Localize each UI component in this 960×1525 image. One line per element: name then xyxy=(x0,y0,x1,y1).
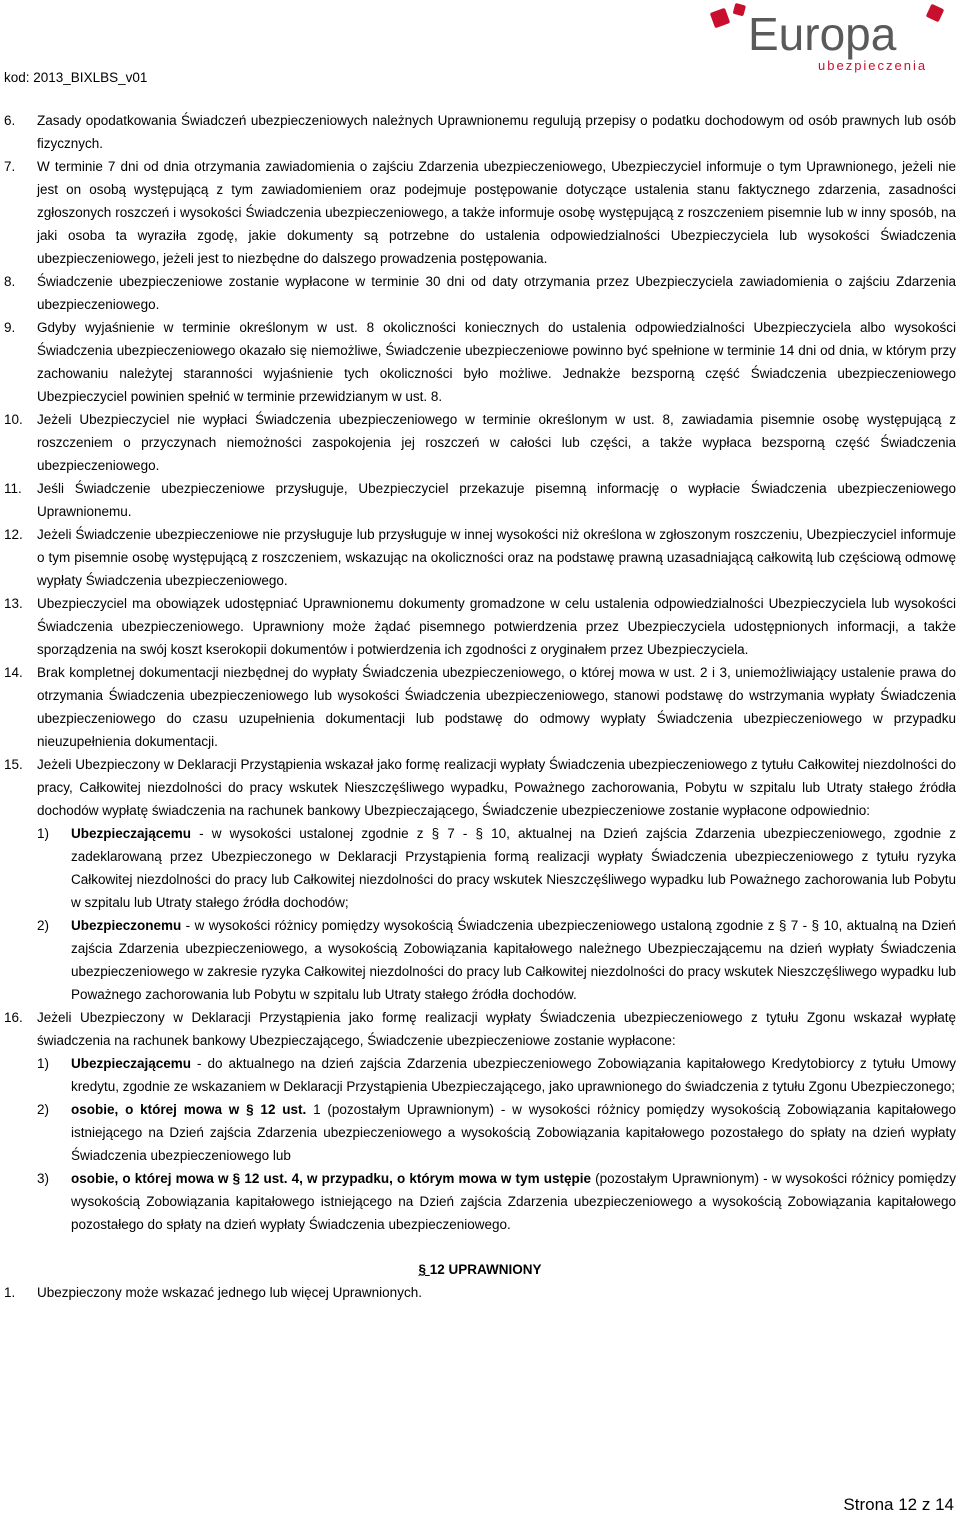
sub-item: 2) Ubezpieczonemu - w wysokości różnicy pomiędzy wysokością Świadczenia ubezpieczeniowego ustaloną zgodnie z § 7 - § 10, aktualną na Dzień zajścia Zdarzenia ubezpieczeniowego, a wysokością Zobowiązania kapitałowego należnego Ubezpieczającemu na dzień wypłaty Świadczenia ubezpieczeniowego w zakresie ryzyka Całkowitej niezdolności do pracy lub Całkowitej niezdolności do pracy wskutek Nieszczęśliwego wypadku lub Poważnego zachorowania lub Pobytu w szpitalu lub Utraty stałego źródła dochodów. xyxy=(37,918,956,1002)
list-item-16: 16. Jeżeli Ubezpieczony w Deklaracji Przystąpienia jako formę realizacji wypłaty Świadczenia ubezpieczeniowego z tytułu Zgonu wskazał wypłatę świadczenia na rachunek bankowy Ubezpieczającego, Świadczenie ubezpieczeniowe zostanie wypłacone: xyxy=(4,1010,956,1048)
sub-item: 3) osobie, o której mowa w § 12 ust. 4, w przypadku, o którym mowa w tym ustępie (pozostałym Uprawnionym) - w wysokości różnicy pomiędzy wysokością Zobowiązania kapitałowego istniejącego na Dzień zajścia Zdarzenia ubezpieczeniowego a wysokością Zobowiązania kapitałowego pozostałego do spłaty na dzień wypłaty Świadczenia ubezpieczeniowego. xyxy=(37,1171,956,1232)
list-item: 13. Ubezpieczyciel ma obowiązek udostępniać Uprawnionemu dokumenty gromadzone w celu ustalenia odpowiedzialności Ubezpieczyciela lub wysokości Świadczenia ubezpieczeniowego. Uprawniony może żądać pisemnego potwierdzenia przez Ubezpieczyciela udostępnionych informacji, a także sporządzenia na swój koszt kserokopii dokumentów i potwierdzenia ich zgodności z oryginałem przez Ubezpieczyciela. xyxy=(4,596,956,657)
document-code: kod: 2013_BIXLBS_v01 xyxy=(4,70,148,85)
document-body xyxy=(4,109,956,1304)
list-item: 12. Jeżeli Świadczenie ubezpieczeniowe nie przysługuje lub przysługuje w innej wysokości niż określona w zgłoszonym roszczeniu, Ubezpieczyciel informuje o tym pisemnie osobę występującą z roszczeniem, wskazując na okoliczności oraz na podstawę prawną uzasadniającą całkowitą lub częściową odmowę wypłaty Świadczenia ubezpieczeniowego. xyxy=(4,527,956,588)
recipient-label: Ubezpieczającemu xyxy=(71,826,192,841)
logo-wordmark: Europa xyxy=(748,8,897,60)
sub-item: 1) Ubezpieczającemu - w wysokości ustalonej zgodnie z § 7 - § 10, aktualnej na Dzień zajścia Zdarzenia ubezpieczeniowego, zgodnie z zadeklarowaną przez Ubezpieczonego w Deklaracji Przystąpienia formą realizacji wypłaty Świadczenia ubezpieczeniowego z tytułu ryzyka Całkowitej niezdolności do pracy lub Całkowitej niezdolności do pracy wskutek Nieszczęśliwego wypadku lub Poważnego zachorowania lub Pobytu w szpitalu lub Utraty stałego źródła dochodów; xyxy=(37,826,956,910)
list-item-15: 15. Jeżeli Ubezpieczony w Deklaracji Przystąpienia wskazał jako formę realizacji wypłaty Świadczenia ubezpieczeniowego z tytułu Całkowitej niezdolności do pracy, Całkowitej niezdolności do pracy wskutek Nieszczęśliwego wypadku, Poważnego zachorowania, Pobytu w szpitalu lub Utraty stałego źródła dochodów wypłatę świadczenia na rachunek bankowy Ubezpieczającego, Świadczenie ubezpieczeniowe zostanie wypłacone odpowiednio: xyxy=(4,757,956,818)
list-item: 9. Gdyby wyjaśnienie w terminie określonym w ust. 8 okoliczności koniecznych do ustalenia odpowiedzialności Ubezpieczyciela albo wysokości Świadczenia ubezpieczeniowego okazało się niemożliwe, Świadczenie ubezpieczeniowe powinno być spełnione w terminie 14 dni od dnia, w którym przy zachowaniu należytej staranności wyjaśnienie tych okoliczności było możliwe. Jednakże bezsporną część Świadczenia ubezpieczeniowego Ubezpieczyciel powinien spełnić w terminie przewidzianym w ust. 8. xyxy=(4,320,956,404)
logo-subtext: ubezpieczenia xyxy=(818,58,928,73)
section-heading: § 12 UPRAWNIONY xyxy=(418,1262,542,1277)
list-item: 1. Ubezpieczony może wskazać jednego lub więcej Uprawnionych. xyxy=(4,1285,422,1300)
recipient-label: Ubezpieczającemu xyxy=(71,1056,192,1071)
recipient-label: Ubezpieczonemu xyxy=(71,918,182,933)
europa-logo xyxy=(700,2,958,80)
list-item: 10. Jeżeli Ubezpieczyciel nie wypłaci Świadczenia ubezpieczeniowego w terminie określonym w ust. 8, zawiadamia pisemnie osobę występującą z roszczeniem o przyczynach niemożności zaspokojenia jej roszczeń w całości lub części, a także wypłaca bezsporną część Świadczenia ubezpieczeniowego. xyxy=(4,412,956,473)
list-item: 14. Brak kompletnej dokumentacji niezbędnej do wypłaty Świadczenia ubezpieczeniowego, o której mowa w ust. 2 i 3, uniemożliwiający ustalenie prawa do otrzymania Świadczenia ubezpieczeniowego lub wysokości Świadczenia ubezpieczeniowego, stanowi podstawę do wstrzymania wypłaty Świadczenia ubezpieczeniowego do czasu uzupełnienia dokumentacji lub podstawę do odmowy wypłaty Świadczenia ubezpieczeniowego w przypadku nieuzupełnienia dokumentacji. xyxy=(4,665,956,749)
list-item: 11. Jeśli Świadczenie ubezpieczeniowe przysługuje, Ubezpieczyciel przekazuje pisemną informację o wypłacie Świadczenia ubezpieczeniowego Uprawnionemu. xyxy=(4,481,956,519)
list-item: 6. Zasady opodatkowania Świadczeń ubezpieczeniowych należnych Uprawnionemu regulują przepisy o podatku dochodowym od osób prawnych lub osób fizycznych. xyxy=(4,113,956,151)
list-item: 7. W terminie 7 dni od dnia otrzymania zawiadomienia o zajściu Zdarzenia ubezpieczeniowego, Ubezpieczyciel informuje o tym Uprawnionego, jeżeli nie jest on osobą występującą z tym zawiadomieniem oraz podejmuje postępowanie dotyczące ustalenia stanu faktycznego zdarzenia, zasadności zgłoszonych roszczeń i wysokości Świadczenia ubezpieczeniowego, a także informuje osobę występującą z roszczeniem pisemnie lub w inny sposób, na jaki osoba ta wyraziła zgodę, jakie dokumenty są potrzebne do ustalenia odpowiedzialności Ubezpieczyciela lub wysokości Świadczenia ubezpieczeniowego, jeżeli jest to niezbędne do dalszego prowadzenia postępowania. xyxy=(4,159,956,266)
list-item: 8. Świadczenie ubezpieczeniowe zostanie wypłacone w terminie 30 dni od daty otrzymania przez Ubezpieczyciela zawiadomienia o zajściu Zdarzenia ubezpieczeniowego. xyxy=(4,274,956,312)
recipient-label: osobie, o której mowa w § 12 ust. 4, w przypadku, o którym mowa w tym ustępie xyxy=(71,1171,591,1186)
sub-item: 2) osobie, o której mowa w § 12 ust. 1 (pozostałym Uprawnionym) - w wysokości różnicy pomiędzy wysokością Zobowiązania kapitałowego istniejącego na Dzień zajścia Zdarzenia ubezpieczeniowego a wysokością Zobowiązania kapitałowego pozostałego do spłaty na dzień wypłaty Świadczenia ubezpieczeniowego lub xyxy=(37,1102,956,1163)
recipient-label: osobie, o której mowa w § 12 ust. xyxy=(71,1102,307,1117)
sub-item: 1) Ubezpieczającemu - do aktualnego na dzień zajścia Zdarzenia ubezpieczeniowego Zobowiązania kapitałowego Kredytobiorcy z tytułu Umowy kredytu, zgodnie ze wskazaniem w Deklaracji Przystąpienia Ubezpieczającego, jako uprawnionego do świadczenia z tytułu Zgonu Ubezpieczonego; xyxy=(37,1056,956,1094)
page-number: Strona 12 z 14 xyxy=(843,1495,954,1514)
